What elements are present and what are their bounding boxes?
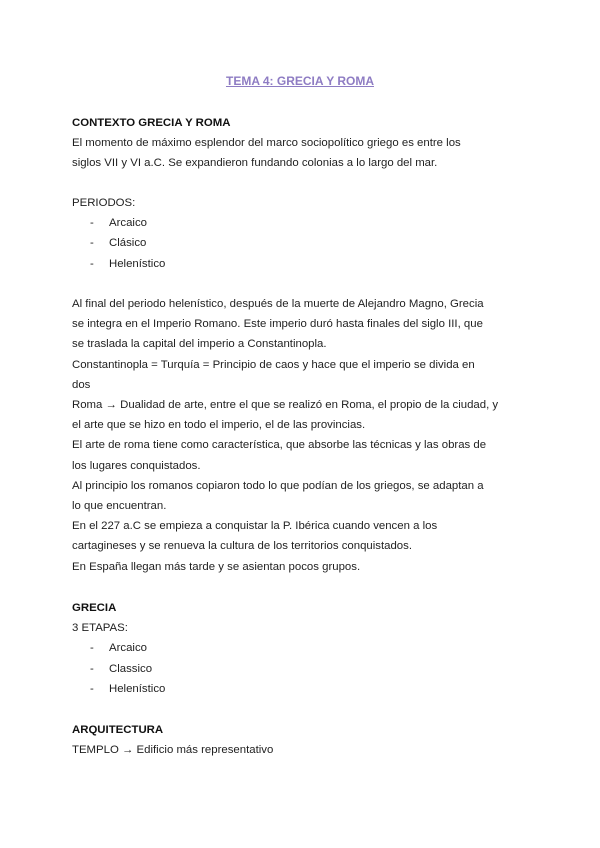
dash-bullet: - bbox=[90, 237, 94, 250]
paragraph-line: Constantinopla = Turquía = Principio de caos y hace que el imperio se divida en bbox=[72, 358, 475, 371]
paragraph-line: dos bbox=[72, 378, 91, 391]
list-item-text: Clásico bbox=[109, 237, 147, 250]
page-title: TEMA 4: GRECIA Y ROMA bbox=[225, 74, 374, 88]
paragraph-line: En el 227 a.C se empieza a conquistar la P. Ibérica cuando vencen a los bbox=[72, 520, 438, 533]
list-item-text: Arcaico bbox=[109, 642, 147, 655]
paragraph-line: se integra en el Imperio Romano. Este imperio duró hasta finales del siglo III, que bbox=[72, 318, 483, 331]
list-item bbox=[72, 254, 542, 274]
list-item-text: Helenístico bbox=[109, 257, 166, 270]
paragraph-line: El arte de roma tiene como característica, que absorbe las técnicas y las obras de bbox=[72, 439, 487, 452]
paragraph-line: El momento de máximo esplendor del marco sociopolítico griego es entre los bbox=[72, 137, 461, 150]
etapas-list bbox=[72, 638, 542, 699]
list-item bbox=[72, 213, 542, 233]
dash-bullet: - bbox=[90, 257, 94, 270]
paragraph-line: siglos VII y VI a.C. Se expandieron fundando colonias a lo largo del mar. bbox=[72, 157, 438, 170]
section-historia bbox=[72, 294, 542, 577]
section-heading-grecia: GRECIA bbox=[72, 602, 117, 614]
paragraph-line: se traslada la capital del imperio a Constantinopla. bbox=[72, 338, 327, 351]
periodos-label: PERIODOS: bbox=[72, 197, 136, 209]
dash-bullet: - bbox=[90, 682, 94, 695]
paragraph-line: lo que encuentran. bbox=[72, 500, 167, 513]
paragraph-line: Al final del periodo helenístico, después de la muerte de Alejandro Magno, Grecia bbox=[72, 298, 484, 310]
section-heading-contexto: CONTEXTO GRECIA Y ROMA bbox=[72, 117, 231, 129]
section-grecia bbox=[72, 598, 542, 699]
list-item bbox=[72, 638, 542, 658]
section-arquitectura bbox=[72, 720, 542, 760]
list-item bbox=[72, 233, 542, 253]
dash-bullet: - bbox=[90, 217, 94, 230]
dash-bullet: - bbox=[90, 642, 94, 655]
section-periodos bbox=[72, 193, 542, 274]
list-item bbox=[72, 679, 542, 699]
paragraph-line: En España llegan más tarde y se asientan pocos grupos. bbox=[72, 560, 361, 573]
list-item-text: Classico bbox=[109, 662, 153, 675]
dash-bullet: - bbox=[90, 662, 94, 675]
paragraph-line: los lugares conquistados. bbox=[72, 459, 201, 472]
paragraph-line: Al principio los romanos copiaron todo lo que podían de los griegos, se adaptan a bbox=[72, 479, 484, 492]
paragraph-line: cartagineses y se renueva la cultura de los territorios conquistados. bbox=[72, 540, 413, 553]
periodos-list bbox=[72, 213, 542, 274]
section-heading-arquitectura: ARQUITECTURA bbox=[72, 724, 164, 736]
list-item-text: Arcaico bbox=[109, 217, 147, 230]
paragraph-line: TEMPLO → Edificio más representativo bbox=[72, 744, 274, 757]
paragraph-line: el arte que se hizo en todo el imperio, el de las provincias. bbox=[72, 419, 366, 432]
list-item-text: Helenístico bbox=[109, 682, 166, 695]
paragraph-line: Roma → Dualidad de arte, entre el que se realizó en Roma, el propio de la ciudad, y bbox=[72, 399, 499, 412]
section-contexto bbox=[72, 113, 542, 174]
list-item bbox=[72, 659, 542, 679]
etapas-label: 3 ETAPAS: bbox=[72, 622, 128, 635]
